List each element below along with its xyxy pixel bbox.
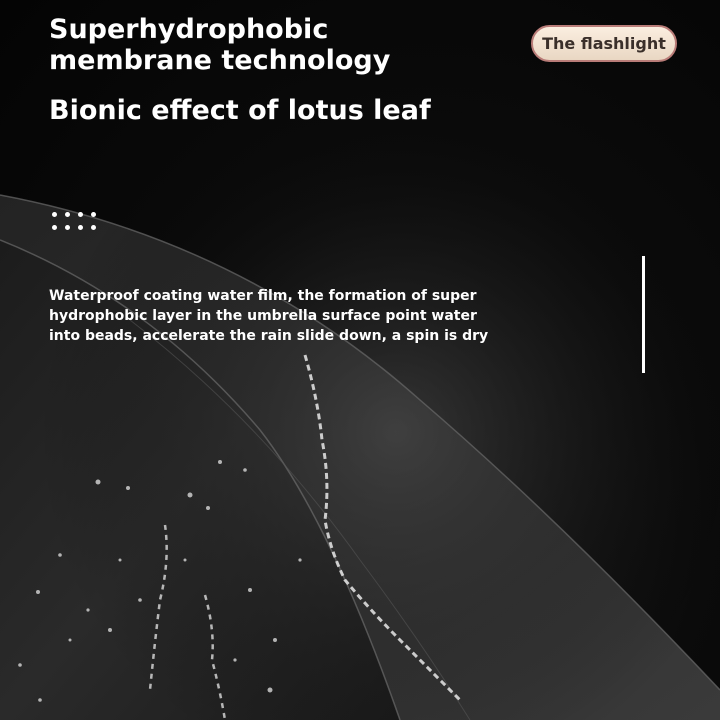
description-line-3: into beads, accelerate the rain slide down, a spin is dry <box>49 328 489 344</box>
vertical-divider <box>642 256 645 373</box>
description-line-1: Waterproof coating water film, the formation of super <box>49 288 477 304</box>
headline-title <box>49 14 390 76</box>
description-text <box>49 286 519 346</box>
dots-grid-icon <box>52 212 100 236</box>
headline-line-1: Superhydrophobic <box>49 14 329 45</box>
description-line-2: hydrophobic layer in the umbrella surface point water <box>49 308 477 324</box>
headline-subtitle: Bionic effect of lotus leaf <box>49 95 431 126</box>
headline-line-2: membrane technology <box>49 45 391 76</box>
flashlight-badge: The flashlight <box>531 25 677 62</box>
